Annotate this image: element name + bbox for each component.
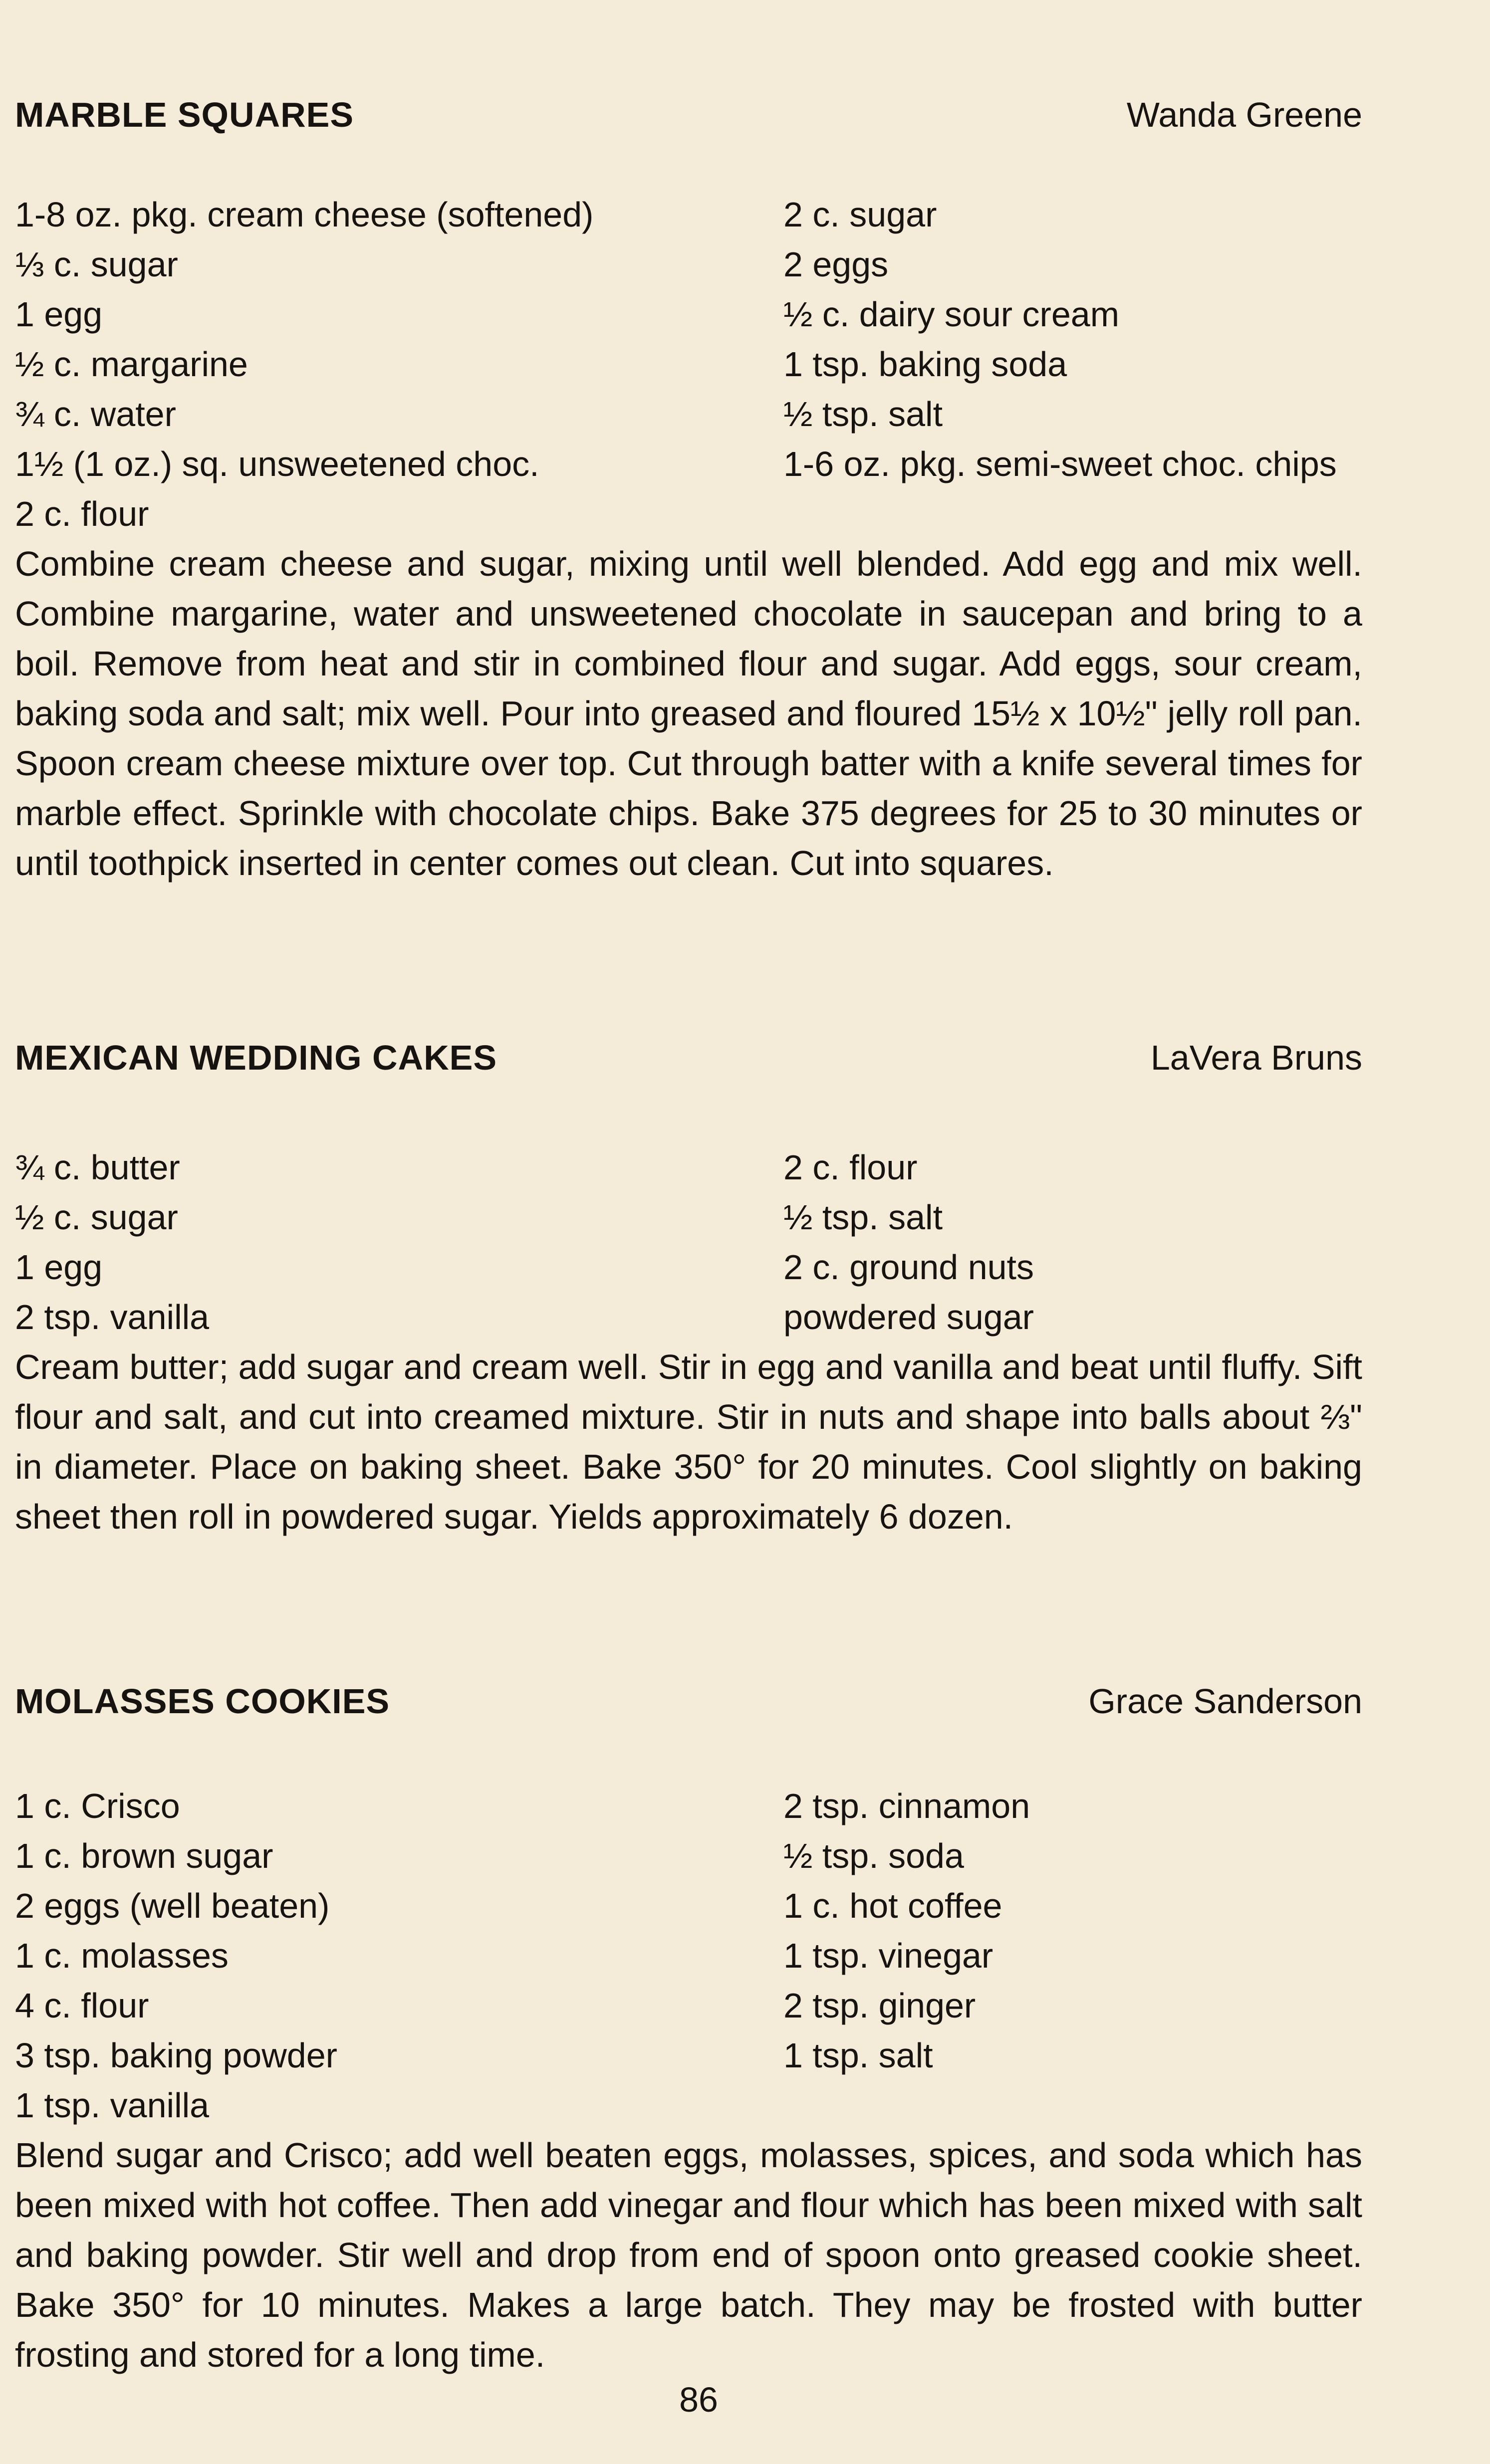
ingredient-column-left: [15, 190, 593, 539]
recipe-instructions: Combine cream cheese and sugar, mixing until well blended. Add egg and mix well. Combine margarine, water and unsweetened chocolate in saucepan and bring to a boil. Remove from heat and stir in combined flour and sugar. Add eggs, sour cream, baking soda and salt; mix well. Pour into greased and floured 15½ x 10½" jelly roll pan. Spoon cream cheese mixture over top. Cut through batter with a knife several times for marble effect. Sprinkle with chocolate chips. Bake 375 degrees for 25 to 30 minutes or until toothpick inserted in center comes out clean. Cut into squares.: [15, 544, 1362, 883]
recipe-author: Wanda Greene: [1126, 95, 1362, 134]
ingredient-column-right: [783, 1781, 1030, 2080]
ingredient: 1 c. hot coffee: [783, 1886, 1002, 1925]
ingredient: 1 egg: [15, 1248, 103, 1287]
recipe-author: Grace Sanderson: [1088, 1682, 1362, 1721]
recipe-marble-squares: [15, 90, 1362, 883]
recipe-author: LaVera Bruns: [1150, 1038, 1362, 1077]
ingredient: 2 c. flour: [15, 494, 149, 533]
ingredient: 1 c. brown sugar: [15, 1836, 273, 1875]
ingredient: ½ c. sugar: [15, 1198, 178, 1237]
ingredient: 2 tsp. ginger: [783, 1986, 976, 2025]
recipe-molasses-cookies: [15, 1676, 1362, 2374]
ingredient: ½ tsp. soda: [783, 1836, 964, 1875]
ingredient: ½ c. dairy sour cream: [783, 295, 1119, 334]
ingredient: 1 tsp. salt: [783, 2036, 933, 2075]
ingredient-column-right: [783, 1142, 1034, 1342]
page-number: 86: [679, 2380, 718, 2419]
recipe-title: MARBLE SQUARES: [15, 95, 354, 134]
recipe-instructions: Blend sugar and Crisco; add well beaten eggs, molasses, spices, and soda which has been mixed with hot coffee. Then add vinegar and flour which has been mixed with salt and baking powder. Stir well and drop from end of spoon onto greased cookie sheet. Bake 350° for 10 minutes. Makes a large batch. They may be frosted with butter frosting and stored for a long time.: [15, 2136, 1362, 2374]
ingredient: 3 tsp. baking powder: [15, 2036, 337, 2075]
ingredient: 2 tsp. vanilla: [15, 1298, 210, 1337]
ingredient: 1 egg: [15, 295, 103, 334]
ingredient: powdered sugar: [783, 1298, 1034, 1337]
recipe-header: [15, 1033, 1362, 1083]
ingredient: 1 tsp. baking soda: [783, 345, 1067, 384]
ingredient: ½ tsp. salt: [783, 1198, 943, 1237]
ingredient: 1 tsp. vinegar: [783, 1936, 993, 1975]
recipe-header: [15, 1676, 1362, 1726]
ingredient: 4 c. flour: [15, 1986, 149, 2025]
ingredient: 1 c. Crisco: [15, 1787, 180, 1825]
ingredient: 1-8 oz. pkg. cream cheese (softened): [15, 195, 594, 234]
ingredient: 1-6 oz. pkg. semi-sweet choc. chips: [783, 445, 1337, 483]
ingredient: ¾ c. butter: [15, 1148, 180, 1187]
ingredient: 2 c. ground nuts: [783, 1248, 1034, 1287]
recipe-instructions: Cream butter; add sugar and cream well. Stir in egg and vanilla and beat until fluffy. Sift flour and salt, and cut into creamed mixture. Stir in nuts and shape into balls about ⅔" in diameter. Place on baking sheet. Bake 350° for 20 minutes. Cool slightly on baking sheet then roll in powdered sugar. Yields approximately 6 dozen.: [15, 1347, 1362, 1536]
ingredient: 1 c. molasses: [15, 1936, 229, 1975]
recipe-title: MEXICAN WEDDING CAKES: [15, 1038, 497, 1077]
ingredient: 1½ (1 oz.) sq. unsweetened choc.: [15, 445, 539, 483]
recipe-title: MOLASSES COOKIES: [15, 1682, 390, 1721]
ingredient-column-left: [15, 1142, 209, 1342]
recipe-mexican-wedding-cakes: [15, 1033, 1362, 1536]
ingredient: ¾ c. water: [15, 395, 176, 434]
ingredient: 2 eggs (well beaten): [15, 1886, 330, 1925]
ingredient: ½ c. margarine: [15, 345, 248, 384]
ingredient: 1 tsp. vanilla: [15, 2086, 210, 2125]
ingredient: 2 eggs: [783, 245, 889, 284]
ingredient-column-right: [783, 190, 1337, 489]
ingredient: 2 tsp. cinnamon: [783, 1787, 1030, 1825]
ingredient: 2 c. sugar: [783, 195, 937, 234]
ingredient-column-left: [15, 1781, 337, 2130]
recipe-header: [15, 90, 1362, 140]
ingredient: ⅓ c. sugar: [15, 245, 178, 284]
ingredient: 2 c. flour: [783, 1148, 918, 1187]
ingredient: ½ tsp. salt: [783, 395, 943, 434]
